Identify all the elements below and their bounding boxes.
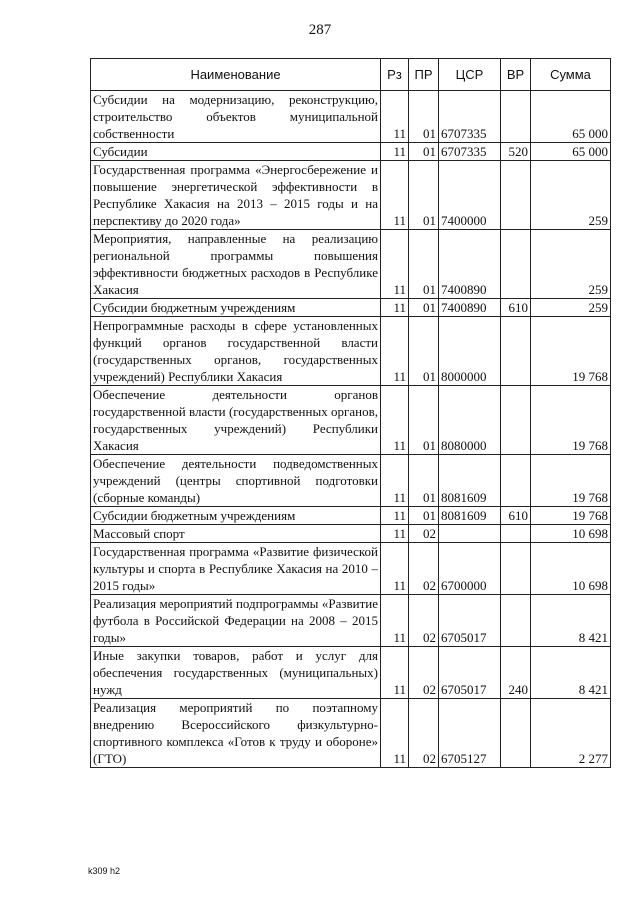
- header-pr: ПР: [409, 59, 439, 91]
- cell-name: Реализация мероприятий по поэтапному внедрению Всероссийского физкультурно-спортивного комплекса «Готов к труду и обороне» (ГТО): [91, 699, 381, 768]
- cell-csr: 8080000: [439, 386, 501, 455]
- budget-table: [90, 58, 611, 768]
- cell-vr: 610: [501, 507, 531, 525]
- cell-sum: 2 277: [531, 699, 611, 768]
- cell-vr: [501, 595, 531, 647]
- cell-sum: 19 768: [531, 455, 611, 507]
- table-row: [91, 161, 611, 230]
- cell-rz: 11: [381, 230, 409, 299]
- cell-name: Субсидии на модернизацию, реконструкцию, строительство объектов муниципальной собственности: [91, 91, 381, 143]
- cell-pr: 01: [409, 507, 439, 525]
- table-row: [91, 647, 611, 699]
- cell-sum: 19 768: [531, 386, 611, 455]
- table-row: [91, 230, 611, 299]
- cell-name: Государственная программа «Энергосбережение и повышение энергетической эффективности в Республике Хакасия на 2013 – 2015 годы и на перспективу до 2020 года»: [91, 161, 381, 230]
- cell-pr: 01: [409, 317, 439, 386]
- cell-sum: 10 698: [531, 525, 611, 543]
- cell-rz: 11: [381, 699, 409, 768]
- cell-vr: [501, 230, 531, 299]
- cell-name: Массовый спорт: [91, 525, 381, 543]
- table-row: [91, 317, 611, 386]
- cell-vr: [501, 386, 531, 455]
- cell-rz: 11: [381, 647, 409, 699]
- cell-csr: 7400890: [439, 230, 501, 299]
- cell-sum: 259: [531, 230, 611, 299]
- cell-vr: 610: [501, 299, 531, 317]
- cell-name: Обеспечение деятельности органов государственной власти (государственных органов, государственных учреждений) Республики Хакасия: [91, 386, 381, 455]
- cell-pr: 02: [409, 699, 439, 768]
- cell-rz: 11: [381, 299, 409, 317]
- cell-pr: 02: [409, 595, 439, 647]
- cell-vr: [501, 161, 531, 230]
- cell-rz: 11: [381, 91, 409, 143]
- cell-vr: [501, 91, 531, 143]
- header-csr: ЦСР: [439, 59, 501, 91]
- cell-name: Государственная программа «Развитие физической культуры и спорта в Республике Хакасия на 2010 – 2015 годы»: [91, 543, 381, 595]
- cell-vr: 240: [501, 647, 531, 699]
- cell-name: Субсидии: [91, 143, 381, 161]
- cell-pr: 01: [409, 386, 439, 455]
- cell-csr: 6707335: [439, 91, 501, 143]
- header-vr: ВР: [501, 59, 531, 91]
- cell-name: Субсидии бюджетным учреждениям: [91, 299, 381, 317]
- cell-rz: 11: [381, 525, 409, 543]
- cell-rz: 11: [381, 507, 409, 525]
- cell-csr: 8081609: [439, 455, 501, 507]
- cell-csr: 6705017: [439, 647, 501, 699]
- cell-csr: 6707335: [439, 143, 501, 161]
- page-number: 287: [308, 22, 332, 38]
- cell-csr: 7400890: [439, 299, 501, 317]
- table-row: [91, 595, 611, 647]
- cell-vr: [501, 317, 531, 386]
- footer-code: k309 h2: [88, 866, 121, 876]
- cell-csr: 6705127: [439, 699, 501, 768]
- cell-vr: [501, 525, 531, 543]
- cell-pr: 01: [409, 299, 439, 317]
- cell-name: Реализация мероприятий подпрограммы «Развитие футбола в Российской Федерации на 2008 – 2015 годы»: [91, 595, 381, 647]
- cell-name: Иные закупки товаров, работ и услуг для обеспечения государственных (муниципальных) нужд: [91, 647, 381, 699]
- cell-pr: 01: [409, 161, 439, 230]
- cell-vr: [501, 543, 531, 595]
- cell-name: Обеспечение деятельности подведомственных учреждений (центры спортивной подготовки (сборные команды): [91, 455, 381, 507]
- table-row: [91, 525, 611, 543]
- cell-sum: 259: [531, 161, 611, 230]
- cell-pr: 02: [409, 525, 439, 543]
- table-row: [91, 507, 611, 525]
- cell-sum: 8 421: [531, 595, 611, 647]
- table-row: [91, 543, 611, 595]
- cell-rz: 11: [381, 386, 409, 455]
- cell-pr: 02: [409, 647, 439, 699]
- cell-name: Субсидии бюджетным учреждениям: [91, 507, 381, 525]
- cell-sum: 65 000: [531, 143, 611, 161]
- cell-pr: 01: [409, 455, 439, 507]
- table-row: [91, 386, 611, 455]
- header-sum: Сумма: [531, 59, 611, 91]
- table-row: [91, 299, 611, 317]
- cell-csr: 7400000: [439, 161, 501, 230]
- cell-pr: 01: [409, 230, 439, 299]
- cell-sum: 65 000: [531, 91, 611, 143]
- cell-sum: 10 698: [531, 543, 611, 595]
- cell-rz: 11: [381, 317, 409, 386]
- cell-rz: 11: [381, 543, 409, 595]
- table-row: [91, 455, 611, 507]
- cell-sum: 19 768: [531, 507, 611, 525]
- cell-pr: 01: [409, 91, 439, 143]
- header-name: Наименование: [91, 59, 381, 91]
- cell-pr: 02: [409, 543, 439, 595]
- cell-rz: 11: [381, 595, 409, 647]
- cell-csr: 8081609: [439, 507, 501, 525]
- cell-rz: 11: [381, 161, 409, 230]
- cell-sum: 19 768: [531, 317, 611, 386]
- cell-name: Непрограммные расходы в сфере установленных функций органов государственной власти (государственных органов, государственных учреждений) Республики Хакасия: [91, 317, 381, 386]
- cell-csr: 8000000: [439, 317, 501, 386]
- cell-csr: [439, 525, 501, 543]
- table-row: [91, 699, 611, 768]
- table-row: [91, 143, 611, 161]
- cell-csr: 6705017: [439, 595, 501, 647]
- header-rz: Рз: [381, 59, 409, 91]
- cell-sum: 8 421: [531, 647, 611, 699]
- cell-sum: 259: [531, 299, 611, 317]
- table-row: [91, 91, 611, 143]
- cell-name: Мероприятия, направленные на реализацию региональной программы повышения эффективности бюджетных расходов в Республике Хакасия: [91, 230, 381, 299]
- cell-vr: [501, 455, 531, 507]
- cell-pr: 01: [409, 143, 439, 161]
- cell-rz: 11: [381, 455, 409, 507]
- cell-vr: [501, 699, 531, 768]
- table-header-row: [91, 59, 611, 91]
- cell-csr: 6700000: [439, 543, 501, 595]
- cell-vr: 520: [501, 143, 531, 161]
- cell-rz: 11: [381, 143, 409, 161]
